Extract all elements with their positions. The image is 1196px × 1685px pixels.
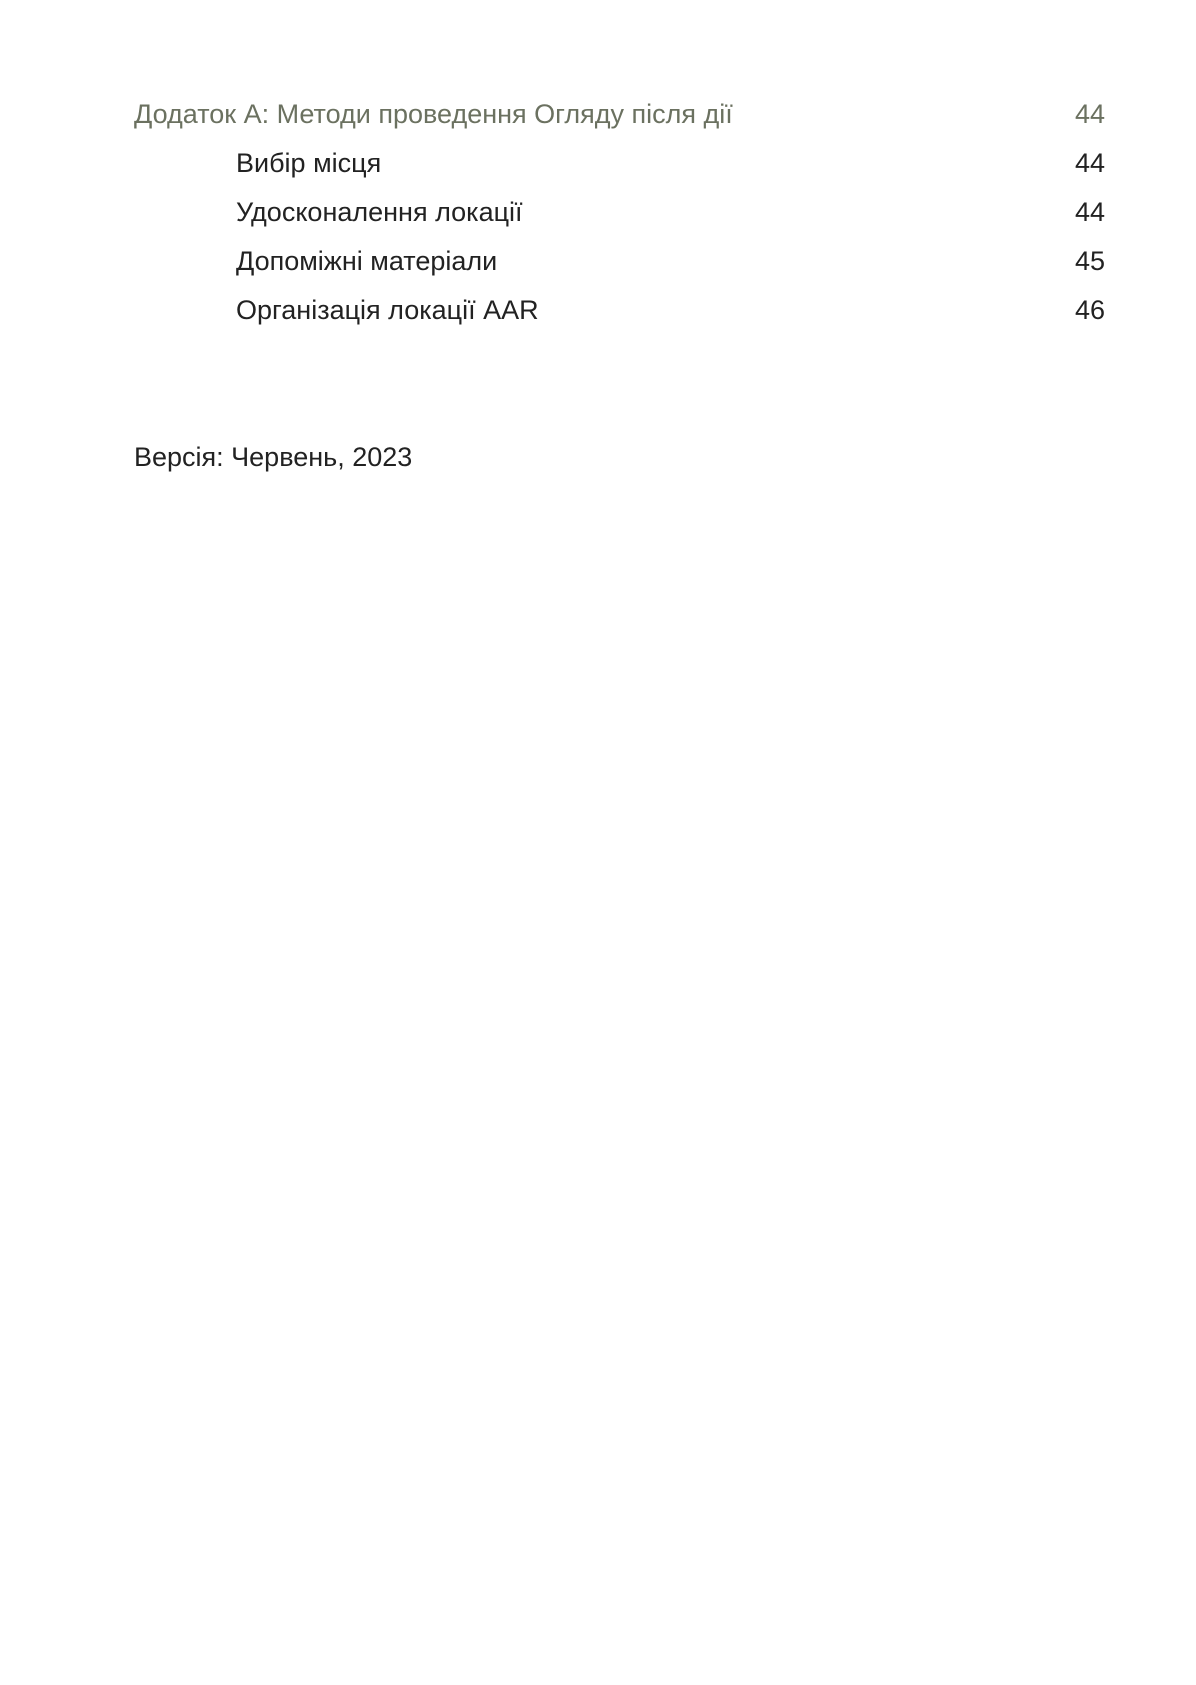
- toc-entry-appendix-a[interactable]: [134, 90, 1105, 139]
- table-of-contents: [134, 90, 1105, 335]
- toc-entry-label: Допоміжні матеріали: [236, 246, 498, 276]
- toc-entry-page-number: 45: [1074, 246, 1105, 276]
- toc-entry-label: Вибір місця: [236, 148, 382, 178]
- toc-entry-page-number: 44: [1074, 148, 1105, 178]
- toc-entry-page-number: 44: [1074, 99, 1105, 129]
- toc-entry-site-selection[interactable]: [134, 139, 1105, 188]
- toc-entry-label: Удосконалення локації: [236, 197, 523, 227]
- toc-entry-label: Організація локації AAR: [236, 295, 539, 325]
- version-line: Версія: Червень, 2023: [134, 442, 413, 472]
- toc-entry-page-number: 44: [1074, 197, 1105, 227]
- toc-entry-aar-location-organization[interactable]: [134, 286, 1105, 335]
- toc-entry-page-number: 46: [1074, 295, 1105, 325]
- toc-entry-supporting-materials[interactable]: [134, 237, 1105, 286]
- toc-entry-location-improvement[interactable]: [134, 188, 1105, 237]
- toc-entry-label: Додаток А: Методи проведення Огляду після дії: [134, 99, 733, 129]
